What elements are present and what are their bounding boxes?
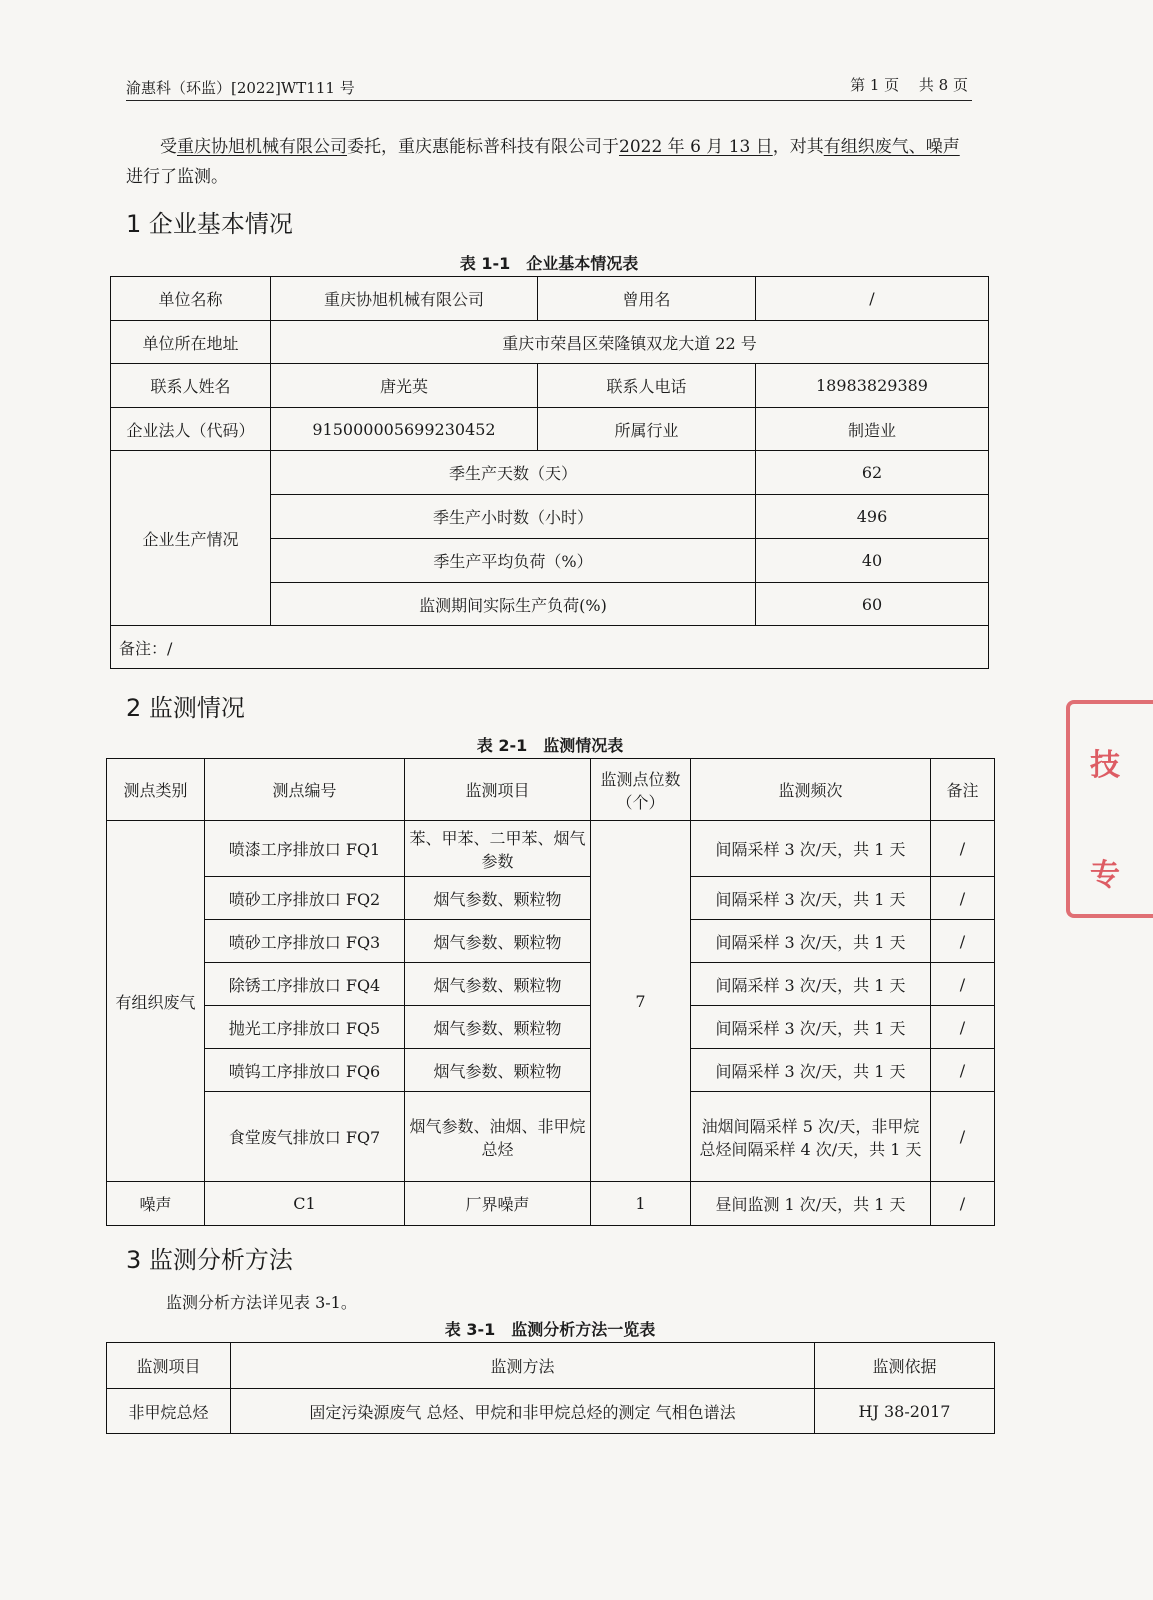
item-cell: 烟气参数、颗粒物 [405, 1006, 591, 1049]
intro-text: 受 [160, 137, 177, 157]
column-header: 监测项目 [405, 759, 591, 821]
cell-value: 唐光英 [271, 364, 538, 408]
cell-label: 联系人电话 [538, 364, 756, 408]
cell-label: 企业法人（代码） [111, 408, 271, 451]
note-cell: / [931, 963, 995, 1006]
section-1-title: 1 企业基本情况 [126, 210, 293, 238]
cell-value: / [756, 277, 989, 321]
point-cell: 除锈工序排放口 FQ4 [205, 963, 405, 1006]
column-header: 监测项目 [107, 1343, 231, 1389]
cell-value: 重庆协旭机械有限公司 [271, 277, 538, 321]
cell-label: 单位所在地址 [111, 321, 271, 364]
table-row [107, 1389, 995, 1434]
page-info: 第 1 页 共 8 页 [850, 76, 968, 94]
note-cell: / [931, 1182, 995, 1226]
cell-value: 60 [756, 583, 989, 626]
column-header: 测点类别 [107, 759, 205, 821]
frequency-cell: 间隔采样 3 次/天，共 1 天 [691, 920, 931, 963]
intro-text: ，对其 [772, 137, 824, 157]
document-number: 渝惠科（环监）[2022]WT111 号 [126, 79, 355, 97]
cell-label: 曾用名 [538, 277, 756, 321]
cell-label: 季生产天数（天） [271, 451, 756, 495]
column-header: 监测方法 [231, 1343, 815, 1389]
frequency-cell: 油烟间隔采样 5 次/天，非甲烷总烃间隔采样 4 次/天，共 1 天 [691, 1092, 931, 1182]
cell-value: 915000005699230452 [271, 408, 538, 451]
seal-stamp-text: 技 [1090, 748, 1120, 783]
intro-text: 委托，重庆惠能标普科技有限公司于 [347, 137, 619, 157]
note-cell: / [931, 1006, 995, 1049]
note-cell: / [931, 920, 995, 963]
item-cell: 厂界噪声 [405, 1182, 591, 1226]
column-header: 备注 [931, 759, 995, 821]
column-header: 监测频次 [691, 759, 931, 821]
item-cell: 烟气参数、颗粒物 [405, 920, 591, 963]
table-row [107, 1049, 995, 1092]
method-cell: 固定污染源废气 总烃、甲烷和非甲烷总烃的测定 气相色谱法 [231, 1389, 815, 1434]
cell-label: 监测期间实际生产负荷(%) [271, 583, 756, 626]
table-row [107, 963, 995, 1006]
frequency-cell: 间隔采样 3 次/天，共 1 天 [691, 877, 931, 920]
item-cell: 非甲烷总烃 [107, 1389, 231, 1434]
cell-label: 所属行业 [538, 408, 756, 451]
frequency-cell: 间隔采样 3 次/天，共 1 天 [691, 821, 931, 877]
seal-stamp-text: 专 [1090, 858, 1120, 893]
column-header: 测点编号 [205, 759, 405, 821]
cell-value: 重庆市荣昌区荣隆镇双龙大道 22 号 [271, 321, 989, 364]
point-cell: C1 [205, 1182, 405, 1226]
intro-text: 进行了监测。 [126, 167, 228, 187]
table-enterprise-info [110, 276, 989, 669]
category-cell: 噪声 [107, 1182, 205, 1226]
table-row [107, 920, 995, 963]
item-cell: 烟气参数、颗粒物 [405, 1049, 591, 1092]
cell-value: 62 [756, 451, 989, 495]
cell-label: 企业生产情况 [111, 451, 271, 626]
point-cell: 抛光工序排放口 FQ5 [205, 1006, 405, 1049]
table-row [107, 1182, 995, 1226]
table-row [107, 877, 995, 920]
count-cell: 7 [591, 821, 691, 1182]
frequency-cell: 间隔采样 3 次/天，共 1 天 [691, 1006, 931, 1049]
point-cell: 喷砂工序排放口 FQ3 [205, 920, 405, 963]
point-cell: 喷钨工序排放口 FQ6 [205, 1049, 405, 1092]
frequency-cell: 昼间监测 1 次/天，共 1 天 [691, 1182, 931, 1226]
frequency-cell: 间隔采样 3 次/天，共 1 天 [691, 963, 931, 1006]
cell-label: 单位名称 [111, 277, 271, 321]
monitor-scope: 有组织废气、噪声 [823, 137, 960, 157]
table-remark: 备注：/ [111, 626, 989, 669]
note-cell: / [931, 1092, 995, 1182]
cell-value: 496 [756, 495, 989, 539]
basis-cell: HJ 38-2017 [815, 1389, 995, 1434]
item-cell: 烟气参数、油烟、非甲烷总烃 [405, 1092, 591, 1182]
item-cell: 烟气参数、颗粒物 [405, 877, 591, 920]
point-cell: 喷砂工序排放口 FQ2 [205, 877, 405, 920]
point-cell: 食堂废气排放口 FQ7 [205, 1092, 405, 1182]
page-header [126, 74, 972, 101]
cell-value: 40 [756, 539, 989, 583]
cell-label: 季生产平均负荷（%） [271, 539, 756, 583]
frequency-cell: 间隔采样 3 次/天，共 1 天 [691, 1049, 931, 1092]
table-1-1-caption: 表 1-1 企业基本情况表 [459, 254, 639, 273]
monitor-date: 2022 年 6 月 13 日 [619, 137, 773, 157]
cell-value: 18983829389 [756, 364, 989, 408]
point-cell: 喷漆工序排放口 FQ1 [205, 821, 405, 877]
cell-label: 联系人姓名 [111, 364, 271, 408]
client-name: 重庆协旭机械有限公司 [177, 137, 347, 157]
column-header: 监测点位数（个） [591, 759, 691, 821]
table-3-1-caption: 表 3-1 监测分析方法一览表 [444, 1320, 656, 1339]
section-3-title: 3 监测分析方法 [126, 1246, 293, 1274]
category-cell: 有组织废气 [107, 821, 205, 1182]
table-row [107, 1092, 995, 1182]
intro-paragraph [126, 132, 972, 192]
item-cell: 烟气参数、颗粒物 [405, 963, 591, 1006]
cell-label: 季生产小时数（小时） [271, 495, 756, 539]
count-cell: 1 [591, 1182, 691, 1226]
table-analysis-methods [106, 1342, 995, 1434]
section-3-paragraph: 监测分析方法详见表 3-1。 [166, 1293, 357, 1312]
cell-value: 制造业 [756, 408, 989, 451]
note-cell: / [931, 821, 995, 877]
section-2-title: 2 监测情况 [126, 694, 245, 722]
table-monitoring-plan [106, 758, 995, 1226]
table-row [107, 1006, 995, 1049]
item-cell: 苯、甲苯、二甲苯、烟气参数 [405, 821, 591, 877]
table-2-1-caption: 表 2-1 监测情况表 [476, 736, 624, 755]
column-header: 监测依据 [815, 1343, 995, 1389]
table-row [107, 821, 995, 877]
note-cell: / [931, 877, 995, 920]
note-cell: / [931, 1049, 995, 1092]
